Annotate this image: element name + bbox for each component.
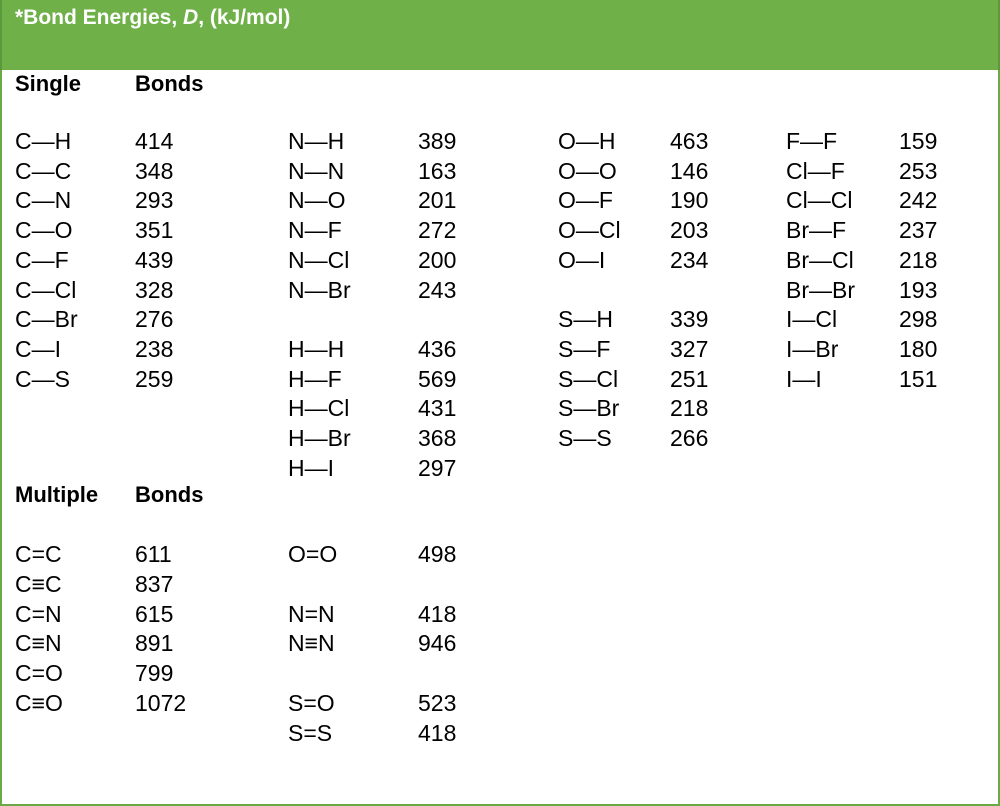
bond-energy-value: 946 — [418, 630, 457, 657]
bond-energy-value: 389 — [418, 128, 457, 154]
bond-energy-value: 418 — [418, 600, 457, 627]
bond-label: C≡N — [15, 630, 62, 657]
bond-energy-value: 272 — [418, 217, 457, 244]
bond-energy-value: 200 — [418, 246, 457, 273]
bond-label: O=O — [288, 541, 338, 567]
bond-label: C≡C — [15, 570, 62, 597]
bond-energy-value: 297 — [418, 454, 457, 481]
bond-energy-value: 253 — [899, 157, 938, 184]
bond-energy-value: 163 — [418, 157, 457, 184]
bond-label: S—Br — [558, 395, 620, 422]
bond-label: N—N — [288, 157, 345, 184]
bond-energy-value: 569 — [418, 365, 457, 392]
bond-label: O—Cl — [558, 217, 621, 244]
bond-energy-value: 368 — [418, 425, 457, 451]
multiple-section-label: Multiple — [15, 482, 99, 507]
bond-label: H—I — [288, 454, 334, 481]
bond-energy-value: 190 — [670, 187, 709, 214]
bond-energy-value: 463 — [670, 128, 709, 154]
bond-energy-value: 498 — [418, 541, 457, 567]
bond-energy-value: 266 — [670, 425, 709, 451]
bond-energy-value: 436 — [418, 335, 457, 362]
bond-energy-value: 242 — [899, 187, 938, 214]
table-header — [0, 0, 1000, 70]
bond-label: C—O — [15, 217, 73, 244]
bond-label: C—Br — [15, 306, 78, 333]
bond-label: C—C — [15, 157, 72, 184]
bond-label: I—Cl — [786, 306, 838, 333]
bond-label: C=N — [15, 600, 62, 627]
single-section-label: Single — [15, 71, 82, 96]
bond-energy-value: 193 — [899, 276, 938, 303]
bond-label: C—Cl — [15, 276, 77, 303]
bond-energy-value: 414 — [135, 128, 174, 154]
bond-energy-value: 201 — [418, 187, 457, 214]
bond-energy-value: 146 — [670, 157, 709, 184]
bond-energy-value: 611 — [135, 541, 172, 567]
bond-energy-value: 799 — [135, 660, 174, 687]
bond-label: Cl—Cl — [786, 187, 853, 214]
bond-energy-value: 218 — [670, 395, 709, 422]
bond-label: C—I — [15, 335, 61, 362]
bond-energy-value: 327 — [670, 335, 709, 362]
bond-energy-value: 234 — [670, 246, 709, 273]
bond-energy-value: 298 — [899, 306, 938, 333]
bond-energy-value: 1072 — [135, 690, 187, 716]
title-prefix: *Bond Energies, — [15, 6, 184, 29]
bond-label: Br—F — [786, 217, 847, 244]
bond-energy-value: 180 — [899, 335, 938, 362]
bond-label: O—O — [558, 157, 617, 184]
bond-energy-value: 837 — [135, 570, 174, 597]
bond-label: C—F — [15, 246, 69, 273]
bond-energy-value: 159 — [899, 128, 938, 154]
bond-energy-value: 615 — [135, 600, 174, 627]
bond-label: O—F — [558, 187, 613, 214]
bond-label: Br—Cl — [786, 246, 854, 273]
bond-label: I—I — [786, 365, 822, 392]
single-section-label-2: Bonds — [135, 71, 204, 96]
bond-energy-value: 243 — [418, 276, 457, 303]
bond-label: S—F — [558, 335, 611, 362]
bond-energy-value: 237 — [899, 217, 938, 244]
title-symbol: D — [183, 6, 199, 29]
title-suffix: , (kJ/mol) — [198, 6, 291, 29]
multiple-section-label-2: Bonds — [135, 482, 204, 507]
bond-label: N—O — [288, 187, 346, 214]
bond-label: F—F — [786, 128, 838, 154]
bond-label: S—H — [558, 306, 613, 333]
bond-label: O—I — [558, 246, 606, 273]
bond-label: C=O — [15, 660, 63, 687]
bond-label: C—S — [15, 365, 70, 392]
bond-label: N—H — [288, 128, 345, 154]
bond-energy-value: 151 — [899, 365, 938, 392]
bond-energy-value: 351 — [135, 217, 174, 244]
bond-label: C=C — [15, 541, 62, 567]
bond-label: C≡O — [15, 690, 63, 716]
table-title — [15, 6, 290, 30]
bond-energy-value: 203 — [670, 217, 709, 244]
bond-label: S—S — [558, 425, 612, 451]
bond-label: S=S — [288, 719, 333, 746]
bond-energy-value: 891 — [135, 630, 174, 657]
bond-energy-value: 348 — [135, 157, 174, 184]
bond-energy-value: 439 — [135, 246, 174, 273]
bond-energy-value: 259 — [135, 365, 174, 392]
bond-label: S=O — [288, 690, 335, 716]
bond-energy-value: 218 — [899, 246, 938, 273]
bond-label: C—N — [15, 187, 72, 214]
bond-energy-value: 251 — [670, 365, 709, 392]
bond-label: H—F — [288, 365, 342, 392]
bond-label: I—Br — [786, 335, 839, 362]
bond-energy-value: 238 — [135, 335, 174, 362]
bond-energy-value: 328 — [135, 276, 174, 303]
bond-energy-value: 339 — [670, 306, 709, 333]
bond-label: Cl—F — [786, 157, 845, 184]
bond-energy-value: 523 — [418, 690, 457, 716]
bond-label: N≡N — [288, 630, 335, 657]
bond-label: H—Br — [288, 425, 351, 451]
bond-label: C—H — [15, 128, 72, 154]
bond-label: S—Cl — [558, 365, 619, 392]
bond-label: Br—Br — [786, 276, 855, 303]
bond-energy-value: 418 — [418, 719, 457, 746]
bond-label: N—Cl — [288, 246, 350, 273]
bond-label: N—F — [288, 217, 342, 244]
bond-label: H—H — [288, 335, 345, 362]
bond-energy-value: 293 — [135, 187, 174, 214]
bond-label: H—Cl — [288, 395, 350, 422]
bond-label: N=N — [288, 600, 335, 627]
bond-energy-value: 431 — [418, 395, 457, 422]
bond-label: O—H — [558, 128, 616, 154]
bond-energy-value: 276 — [135, 306, 174, 333]
bond-label: N—Br — [288, 276, 351, 303]
